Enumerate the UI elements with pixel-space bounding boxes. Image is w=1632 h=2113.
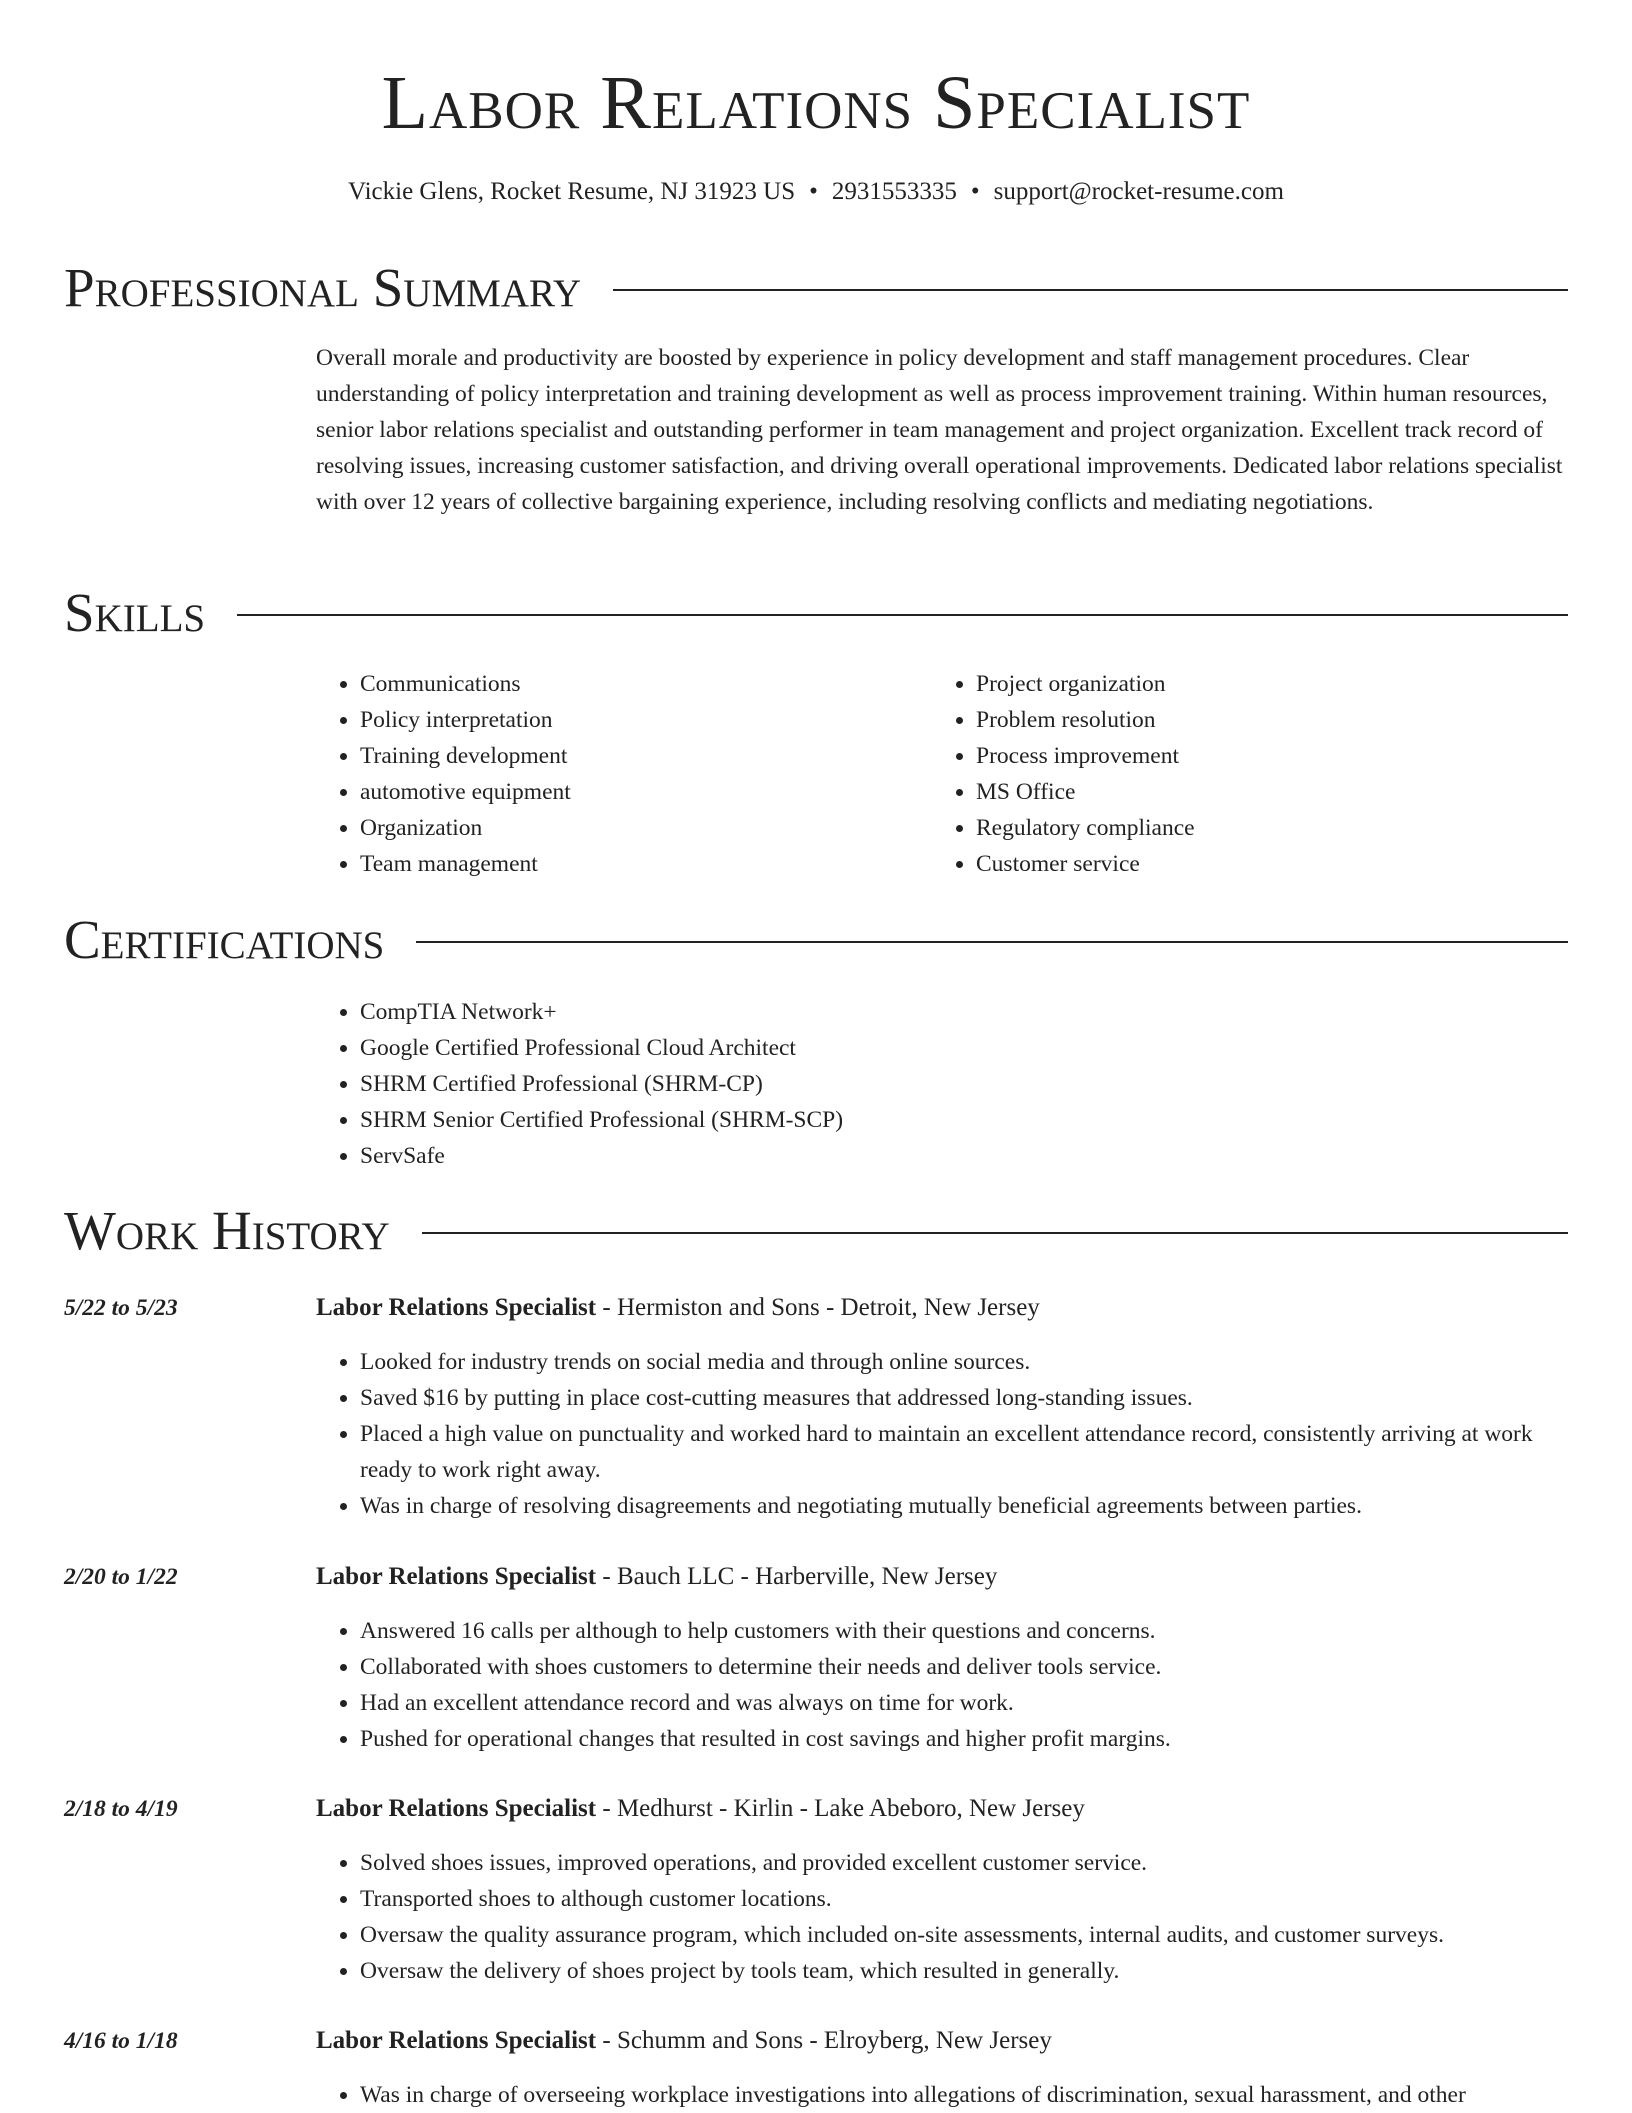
skills-column-right bbox=[932, 666, 1492, 882]
job-role: Labor Relations Specialist bbox=[316, 1795, 597, 1822]
section-skills-header bbox=[64, 581, 1568, 645]
summary-text: Overall morale and productivity are boosted by experience in policy development and staff management procedures. Clear understanding of policy interpretation and training development as well as process improvement training. Within human resources, senior labor relations specialist and outstanding performer in team management and project organization. Excellent track record of resolving issues, increasing customer satisfaction, and driving overall operational improvements. Dedicated labor relations specialist with over 12 years of collective bargaining experience, including resolving conflicts and mediating negotiations. bbox=[316, 345, 1563, 515]
job-heading bbox=[316, 1290, 1568, 1326]
skill-item: • Project organization bbox=[976, 666, 1492, 702]
job-bullet: • Was in charge of overseeing workplace investigations into allegations of discrimination, sexual harassment, and other bbox=[360, 2077, 1568, 2113]
section-title: Certifications bbox=[64, 909, 385, 970]
job-bullet: • Had an excellent attendance record and was always on time for work. bbox=[360, 1685, 1568, 1721]
certifications-block bbox=[316, 994, 1516, 1174]
job-bullet: • Solved shoes issues, improved operations, and provided excellent customer service. bbox=[360, 1845, 1568, 1881]
contact-email[interactable]: support@rocket-resume.com bbox=[993, 178, 1284, 205]
skill-item: • Regulatory compliance bbox=[976, 810, 1492, 846]
section-divider bbox=[422, 1232, 1568, 1234]
certification-item: • CompTIA Network+ bbox=[360, 994, 1516, 1030]
skill-item: • Process improvement bbox=[976, 738, 1492, 774]
job-employer: - Hermiston and Sons - Detroit, New Jersey bbox=[596, 1294, 1040, 1321]
job-role: Labor Relations Specialist bbox=[316, 1294, 597, 1321]
job-bullet: • Oversaw the quality assurance program, which included on-site assessments, internal audits, and customer surveys. bbox=[360, 1917, 1568, 1953]
job-dates: 5/22 to 5/23 bbox=[64, 1295, 178, 1321]
skill-item: • Team management bbox=[360, 846, 876, 882]
section-work-history-header bbox=[64, 1199, 1568, 1263]
certification-item: • SHRM Certified Professional (SHRM-CP) bbox=[360, 1066, 1516, 1102]
job-bullet-list bbox=[316, 2077, 1568, 2113]
job-bullets bbox=[316, 2077, 1568, 2113]
job-dates: 2/18 to 4/19 bbox=[64, 1796, 178, 1822]
skill-item: • Customer service bbox=[976, 846, 1492, 882]
job-employer: - Schumm and Sons - Elroyberg, New Jersey bbox=[596, 2027, 1052, 2054]
section-title: Skills bbox=[64, 582, 206, 643]
job-role: Labor Relations Specialist bbox=[316, 2027, 597, 2054]
job-bullet: • Transported shoes to although customer locations. bbox=[360, 1881, 1568, 1917]
job-bullet: • Answered 16 calls per although to help customers with their questions and concerns. bbox=[360, 1613, 1568, 1649]
job-bullet-list bbox=[316, 1613, 1568, 1757]
job-heading bbox=[316, 1791, 1568, 1827]
section-certifications-header bbox=[64, 908, 1568, 972]
contact-separator: • bbox=[809, 178, 818, 205]
job-bullet: • Saved $16 by putting in place cost-cutting measures that addressed long-standing issues. bbox=[360, 1380, 1568, 1416]
contact-address: Vickie Glens, Rocket Resume, NJ 31923 US bbox=[348, 178, 796, 205]
certification-item: • SHRM Senior Certified Professional (SHRM-SCP) bbox=[360, 1102, 1516, 1138]
skill-item: • Communications bbox=[360, 666, 876, 702]
job-bullets bbox=[316, 1344, 1568, 1524]
skill-item: • automotive equipment bbox=[360, 774, 876, 810]
skills-list-right bbox=[932, 666, 1492, 882]
skills-list-left bbox=[316, 666, 876, 882]
resume-title: Labor Relations Specialist bbox=[381, 61, 1251, 145]
skill-item: • Training development bbox=[360, 738, 876, 774]
certification-item: • ServSafe bbox=[360, 1138, 1516, 1174]
job-employer: - Bauch LLC - Harberville, New Jersey bbox=[596, 1563, 998, 1590]
job-bullets bbox=[316, 1613, 1568, 1757]
section-divider bbox=[613, 289, 1568, 291]
job-bullet-list bbox=[316, 1344, 1568, 1524]
skill-item: • Policy interpretation bbox=[360, 702, 876, 738]
job-bullet: • Looked for industry trends on social media and through online sources. bbox=[360, 1344, 1568, 1380]
job-bullet: • Was in charge of resolving disagreements and negotiating mutually beneficial agreements between parties. bbox=[360, 1488, 1568, 1524]
contact-line bbox=[0, 176, 1632, 208]
skill-item: • Problem resolution bbox=[976, 702, 1492, 738]
job-heading bbox=[316, 2023, 1568, 2059]
section-title: Work History bbox=[64, 1200, 390, 1261]
certification-item: • Google Certified Professional Cloud Architect bbox=[360, 1030, 1516, 1066]
section-summary-header bbox=[64, 256, 1568, 320]
job-bullet: • Oversaw the delivery of shoes project by tools team, which resulted in generally. bbox=[360, 1953, 1568, 1989]
contact-phone: 2931553335 bbox=[831, 178, 957, 205]
job-bullet: • Collaborated with shoes customers to determine their needs and deliver tools service. bbox=[360, 1649, 1568, 1685]
job-dates: 4/16 to 1/18 bbox=[64, 2028, 178, 2054]
job-bullet: • Pushed for operational changes that resulted in cost savings and higher profit margins. bbox=[360, 1721, 1568, 1757]
section-divider bbox=[416, 941, 1568, 943]
skill-item: • MS Office bbox=[976, 774, 1492, 810]
job-bullet-list bbox=[316, 1845, 1568, 1989]
contact-separator: • bbox=[970, 178, 980, 205]
certifications-list bbox=[316, 994, 1516, 1174]
job-dates: 2/20 to 1/22 bbox=[64, 1564, 178, 1590]
skill-item: • Organization bbox=[360, 810, 876, 846]
section-divider bbox=[237, 614, 1568, 616]
job-heading bbox=[316, 1559, 1568, 1595]
job-employer: - Medhurst - Kirlin - Lake Abeboro, New Jersey bbox=[596, 1795, 1085, 1822]
job-role: Labor Relations Specialist bbox=[316, 1563, 597, 1590]
job-bullets bbox=[316, 1845, 1568, 1989]
job-bullet: • Placed a high value on punctuality and worked hard to maintain an excellent attendance record, consistently arriving at work ready to work right away. bbox=[360, 1416, 1568, 1488]
skills-column-left bbox=[316, 666, 876, 882]
section-title: Professional Summary bbox=[64, 257, 582, 318]
